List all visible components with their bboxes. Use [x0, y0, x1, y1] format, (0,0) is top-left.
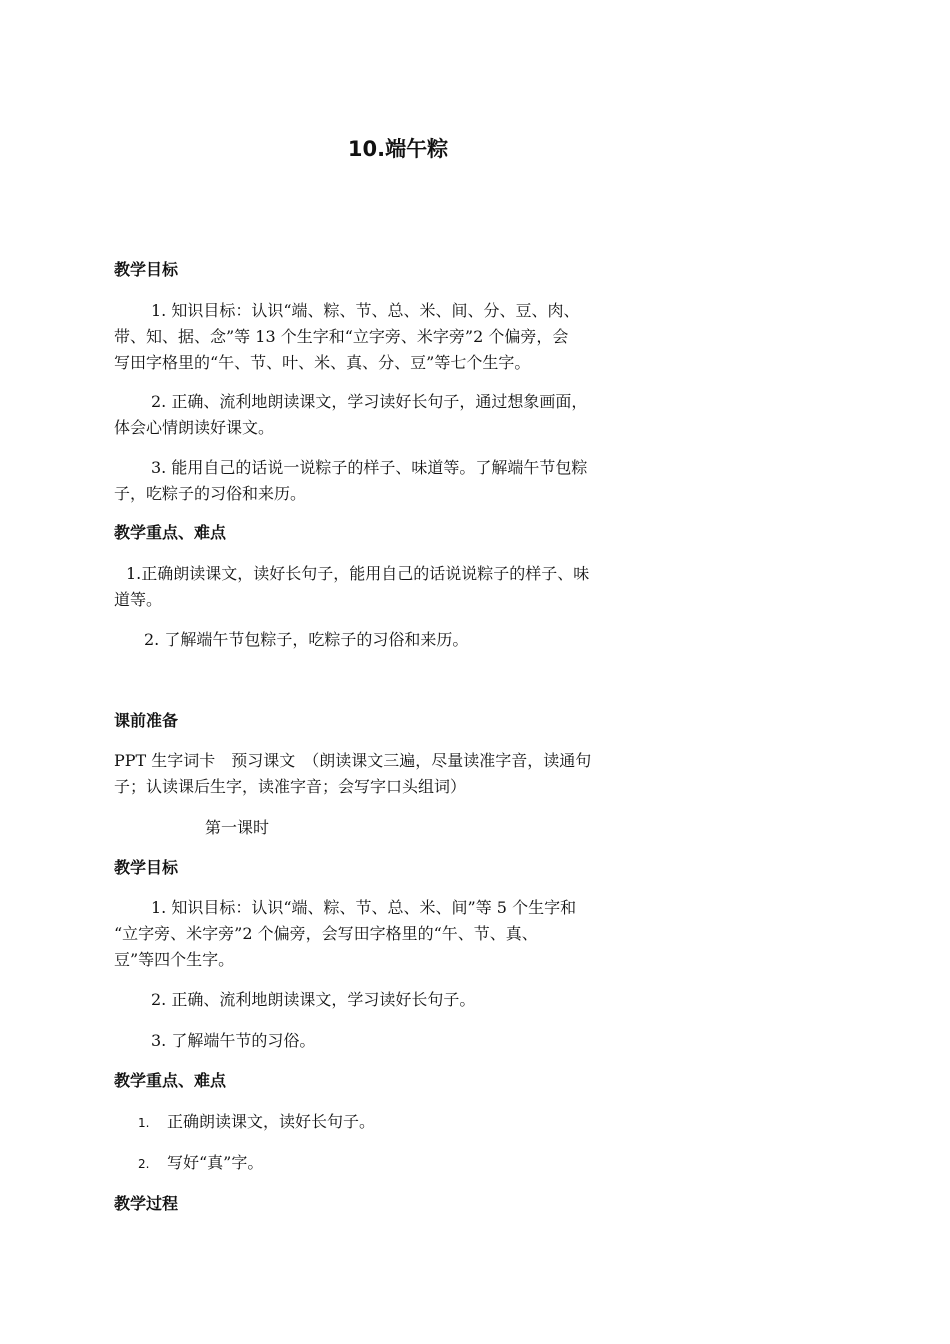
goal-paragraph-1-line-3: 写田字格里的“午、节、叶、米、真、分、豆”等七个生字。: [114, 353, 531, 372]
list-item: [114, 1150, 263, 1177]
list-item-number: 1.: [138, 1116, 150, 1130]
heading-lesson1-goals: 教学目标: [114, 858, 179, 877]
lesson1-goal-paragraph-1-line-2: “立字旁、米字旁”2 个偏旁，会写田字格里的“午、节、真、: [114, 924, 538, 943]
key-points-paragraph-1: [114, 561, 682, 613]
preparation-paragraph-line-2: 子；认读课后生字，读准字音；会写字口头组词）: [114, 777, 467, 796]
heading-teaching-process: 教学过程: [114, 1194, 179, 1213]
heading-preparation: 课前准备: [114, 711, 179, 730]
lesson1-goal-paragraph-2-line-1: 2. 正确、流利地朗读课文，学习读好长句子。: [151, 990, 476, 1009]
key-points-paragraph-2: [114, 627, 682, 653]
goal-paragraph-1-line-1: 1. 知识目标：认识“端、粽、节、总、米、间、分、豆、肉、: [151, 301, 580, 320]
goal-paragraph-3-line-1: 3. 能用自己的话说一说粽子的样子、味道等。了解端午节包粽: [151, 458, 588, 477]
lesson1-goal-paragraph-3-line-1: 3. 了解端午节的习俗。: [151, 1031, 316, 1050]
list-item-number: 2.: [138, 1157, 150, 1171]
key-points-paragraph-1-line-2: 道等。: [114, 590, 163, 609]
list-item-text: 写好“真”字。: [167, 1153, 264, 1172]
document-title: 10.端午粽: [347, 137, 449, 161]
goal-paragraph-3: [114, 455, 682, 507]
list-item: [114, 1109, 375, 1136]
heading-lesson1-key-points: 教学重点、难点: [114, 1071, 227, 1090]
goal-paragraph-2: [114, 389, 682, 441]
preparation-paragraph: [114, 748, 682, 800]
preparation-paragraph-line-1: PPT 生字词卡 预习课文 （朗读课文三遍，尽量读准字音，读通句: [114, 751, 592, 770]
lesson1-goal-paragraph-3: [114, 1028, 682, 1054]
goal-paragraph-1-line-2: 带、知、据、念”等 13 个生字和“立字旁、米字旁”2 个偏旁，会: [114, 327, 569, 346]
heading-key-points: 教学重点、难点: [114, 523, 227, 542]
list-item-text: 正确朗读课文，读好长句子。: [167, 1112, 376, 1131]
lesson-label: 第一课时: [205, 818, 270, 837]
key-points-paragraph-1-line-1: 1.正确朗读课文，读好长句子，能用自己的话说说粽子的样子、味: [126, 564, 590, 583]
goal-paragraph-2-line-1: 2. 正确、流利地朗读课文，学习读好长句子，通过想象画面，: [151, 392, 588, 411]
lesson1-goal-paragraph-1: [114, 895, 682, 973]
lesson1-goal-paragraph-2: [114, 987, 682, 1013]
goal-paragraph-2-line-2: 体会心情朗读好课文。: [114, 418, 275, 437]
lesson1-goal-paragraph-1-line-3: 豆”等四个生字。: [114, 950, 235, 969]
lesson1-goal-paragraph-1-line-1: 1. 知识目标：认识“端、粽、节、总、米、间”等 5 个生字和: [151, 898, 577, 917]
heading-teaching-goals: 教学目标: [114, 260, 179, 279]
goal-paragraph-1: [114, 298, 682, 376]
key-points-paragraph-2-line-1: 2. 了解端午节包粽子，吃粽子的习俗和来历。: [144, 630, 469, 649]
goal-paragraph-3-line-2: 子，吃粽子的习俗和来历。: [114, 484, 307, 503]
